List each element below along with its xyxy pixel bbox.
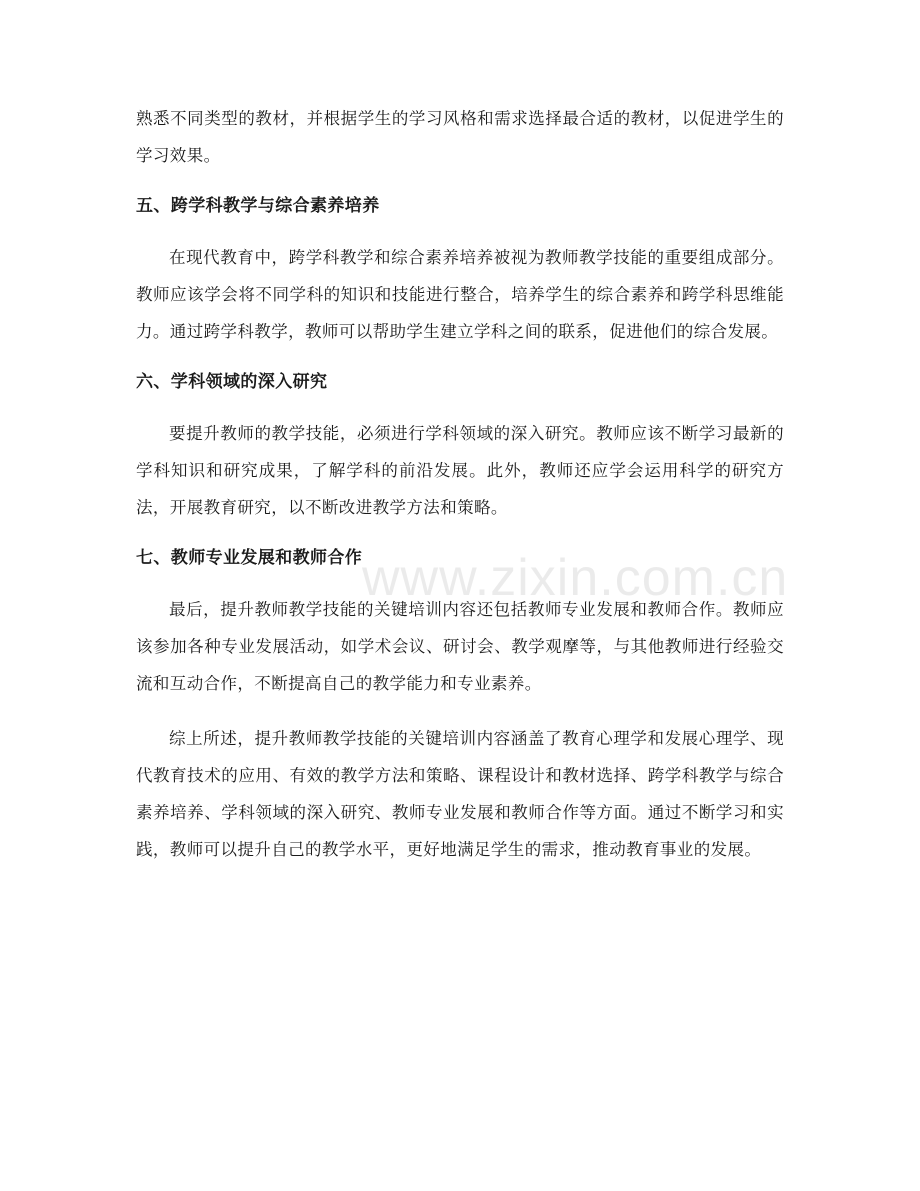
section-6-paragraph: 要提升教师的教学技能，必须进行学科领域的深入研究。教师应该不断学习最新的学科知识和研究成果，了解学科的前沿发展。此外，教师还应学会运用科学的研究方法，开展教育研究，以不断改进教学方法和策略。 (136, 424, 784, 517)
document-body (136, 100, 784, 868)
watermark: www.zixin.com.cn (362, 549, 789, 607)
intro-tail-paragraph: 熟悉不同类型的教材，并根据学生的学习风格和需求选择最合适的教材，以促进学生的学习效果。 (136, 109, 784, 165)
section-5-paragraph: 在现代教育中，跨学科教学和综合素养培养被视为教师教学技能的重要组成部分。教师应该学会将不同学科的知识和技能进行整合，培养学生的综合素养和跨学科思维能力。通过跨学科教学，教师可以帮助学生建立学科之间的联系，促进他们的综合发展。 (136, 248, 784, 341)
section-6-heading: 六、学科领域的深入研究 (136, 372, 328, 392)
section-5-heading: 五、跨学科教学与综合素养培养 (136, 196, 380, 216)
conclusion-paragraph: 综上所述，提升教师教学技能的关键培训内容涵盖了教育心理学和发展心理学、现代教育技术的应用、有效的教学方法和策略、课程设计和教材选择、跨学科教学与综合素养培养、学科领域的深入研究、教师专业发展和教师合作等方面。通过不断学习和实践，教师可以提升自己的教学水平，更好地满足学生的需求，推动教育事业的发展。 (136, 729, 784, 859)
section-7-heading: 七、教师专业发展和教师合作 (136, 548, 363, 568)
section-7-paragraph: 最后，提升教师教学技能的关键培训内容还包括教师专业发展和教师合作。教师应该参加各种专业发展活动，如学术会议、研讨会、教学观摩等，与其他教师进行经验交流和互动合作，不断提高自己的教学能力和专业素养。 (136, 600, 784, 693)
